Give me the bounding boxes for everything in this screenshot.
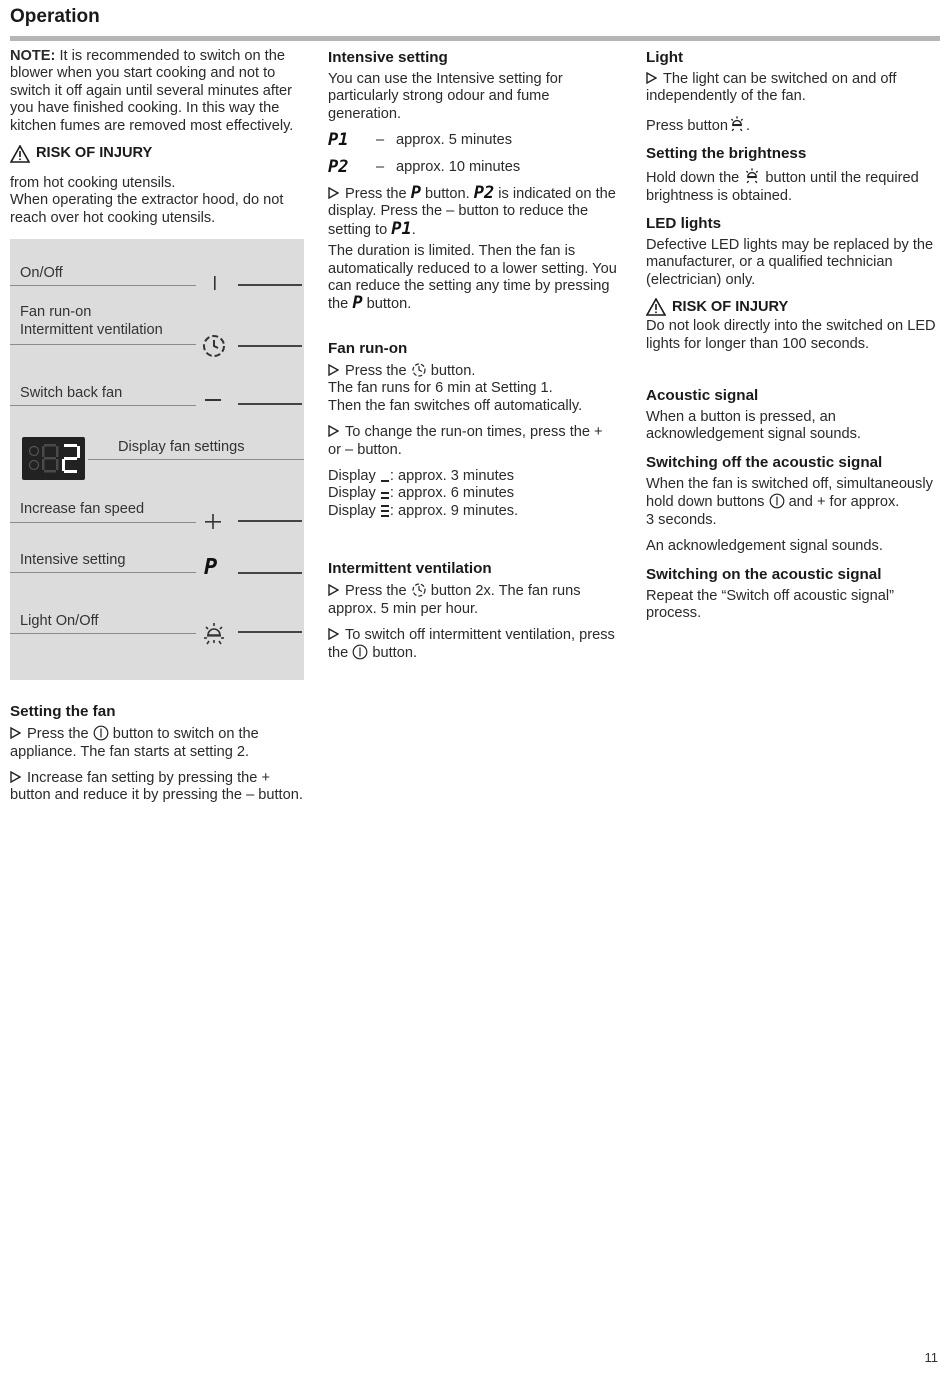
led-title: LED lights (646, 215, 722, 233)
panel-line (10, 344, 196, 345)
p1-text: approx. 5 minutes (396, 132, 513, 149)
plus-icon (205, 513, 223, 531)
column-2 (328, 48, 618, 672)
arrow-right-icon (328, 187, 339, 199)
warning-heading (10, 145, 306, 163)
power-icon (352, 644, 368, 660)
intermittent-step-1: Press the button 2x. The fan runs approx. 5 min per hour. (328, 583, 581, 617)
arrow-right-icon (10, 771, 21, 783)
panel-label-increase: Increase fan speed (20, 501, 145, 518)
p2-row: P2 – approx. 10 minutes (328, 156, 521, 177)
brightness-title: Setting the brightness (646, 145, 807, 163)
light-icon (743, 167, 761, 185)
panel-label-fan-run-on: Fan run-on (20, 304, 92, 321)
light-icon (201, 621, 227, 647)
runon-title: Fan run-on (328, 339, 408, 357)
control-panel-diagram (10, 239, 304, 680)
panel-leader-line (238, 345, 302, 347)
panel-leader-line (238, 572, 302, 574)
page-number: 11 (924, 1350, 938, 1365)
arrow-right-icon (328, 425, 339, 437)
light-step: The light can be switched on and off independently of the fan. (646, 71, 897, 105)
panel-label-display: Display fan settings (118, 439, 245, 456)
warning-text (10, 175, 306, 227)
panel-label-on-off: On/Off (20, 265, 63, 282)
intensive-p-icon: P (204, 555, 218, 581)
p1-row: P1 – approx. 5 minutes (328, 130, 513, 151)
display-2-bar-icon (380, 486, 390, 500)
p1-glyph: P1 (328, 130, 349, 151)
panel-label-light: Light On/Off (20, 613, 99, 630)
panel-line (10, 633, 196, 634)
runon-display-list: Display : approx. 3 minutes Display : approx. 6 minutes Display : approx. 9 minutes. (328, 467, 519, 519)
p2-glyph-inline: P2 (473, 183, 495, 204)
warning-title: RISK OF INJURY (36, 145, 153, 162)
panel-leader-line (238, 403, 302, 405)
panel-leader-line (238, 631, 302, 633)
note-label: NOTE: (10, 48, 56, 64)
switch-on-text: Repeat the “Switch off acoustic signal” process. (646, 587, 894, 621)
switch-off-text: When the fan is switched off, simultaneously hold down buttons and + for approx. 3 seconds. (646, 475, 933, 528)
panel-line (88, 459, 304, 460)
switch-on-title: Switching on the acoustic signal (646, 565, 882, 583)
warning-title: RISK OF INJURY (672, 298, 789, 315)
switch-off-title: Switching off the acoustic signal (646, 453, 883, 471)
panel-line (10, 405, 196, 406)
panel-label-switch-back: Switch back fan (20, 385, 123, 402)
fan-display-icon (22, 437, 85, 480)
arrow-right-icon (10, 727, 21, 739)
intermittent-step-2: To switch off intermittent ventilation, press the button. (328, 626, 615, 662)
intensive-intro: You can use the Intensive setting for particularly strong odour and fume generation. (328, 71, 563, 122)
panel-label-intermittent: Intermittent ventilation (20, 322, 163, 339)
minus-icon (205, 397, 225, 403)
page-title: Operation (10, 6, 100, 27)
acoustic-text: When a button is pressed, an acknowledgement signal sounds. (646, 409, 861, 443)
p-glyph: P (410, 183, 421, 204)
arrow-right-icon (328, 364, 339, 376)
display-1-bar-icon (380, 469, 390, 483)
arrow-right-icon (328, 584, 339, 596)
note-paragraph (10, 48, 306, 135)
panel-line (10, 522, 196, 523)
p-glyph: P (352, 293, 363, 314)
panel-line (10, 572, 196, 573)
arrow-right-icon (328, 628, 339, 640)
warning-line1: from hot cooking utensils. (10, 175, 176, 192)
note-text: It is recommended to switch on the blower when you start cooking and not to switch it off again until several minutes after you have finished cooking. In this way the kitchen fumes are removed most effectively. (10, 48, 294, 134)
setting-fan-step-1: Press the button to switch on the appliance. The fan starts at setting 2. (10, 726, 259, 760)
clock-icon (411, 582, 427, 598)
led-text: Defective LED lights may be replaced by the manufacturer, or a qualified technician (electrician) only. (646, 237, 934, 288)
setting-fan-title: Setting the fan (10, 703, 116, 721)
p2-glyph: P2 (328, 156, 349, 177)
p2-text: approx. 10 minutes (396, 158, 521, 175)
clock-icon (411, 362, 427, 378)
p1-glyph-inline: P1 (391, 218, 412, 239)
warning-heading (646, 298, 940, 316)
runon-change: To change the run-on times, press the + or – button. (328, 424, 603, 458)
light-icon (728, 115, 746, 133)
clock-icon (201, 333, 227, 359)
led-warning-text: Do not look directly into the switched on LED lights for longer than 100 seconds. (646, 318, 936, 352)
acoustic-title: Acoustic signal (646, 387, 759, 405)
arrow-right-icon (646, 72, 657, 84)
warning-line2: When operating the extractor hood, do not reach over hot cooking utensils. (10, 192, 284, 226)
runon-steps: Press the button. The fan runs for 6 min at Setting 1. Then the fan switches off automatically. (328, 362, 583, 414)
header-rule (10, 36, 940, 41)
power-icon (769, 493, 785, 509)
light-press: Press button . (646, 115, 940, 135)
panel-leader-line (238, 520, 302, 522)
setting-fan-step-2: Increase fan setting by pressing the + button and reduce it by pressing the – button. (10, 770, 303, 804)
warning-triangle-icon (10, 145, 30, 163)
intensive-title: Intensive setting (328, 49, 448, 66)
ack-text: An acknowledgement signal sounds. (646, 538, 883, 555)
panel-line (10, 285, 196, 286)
column-1 (10, 48, 306, 814)
panel-leader-line (238, 284, 302, 286)
display-3-bar-icon (380, 504, 390, 518)
intensive-duration: The duration is limited. Then the fan is automatically reduced to a lower setting. You can reduce the setting any time by pressing the P button. (328, 243, 617, 314)
column-3 (646, 48, 940, 631)
intermittent-title: Intermittent ventilation (328, 560, 492, 578)
power-icon (208, 275, 222, 291)
panel-label-intensive: Intensive setting (20, 552, 126, 569)
intensive-press: Press the P button. P2 is indicated on the display. Press the – button to reduce the setting to P1. (328, 183, 616, 239)
brightness-text: Hold down the button until the required brightness is obtained. (646, 167, 940, 205)
warning-triangle-icon (646, 298, 666, 316)
power-icon (93, 725, 109, 741)
light-title: Light (646, 49, 684, 66)
